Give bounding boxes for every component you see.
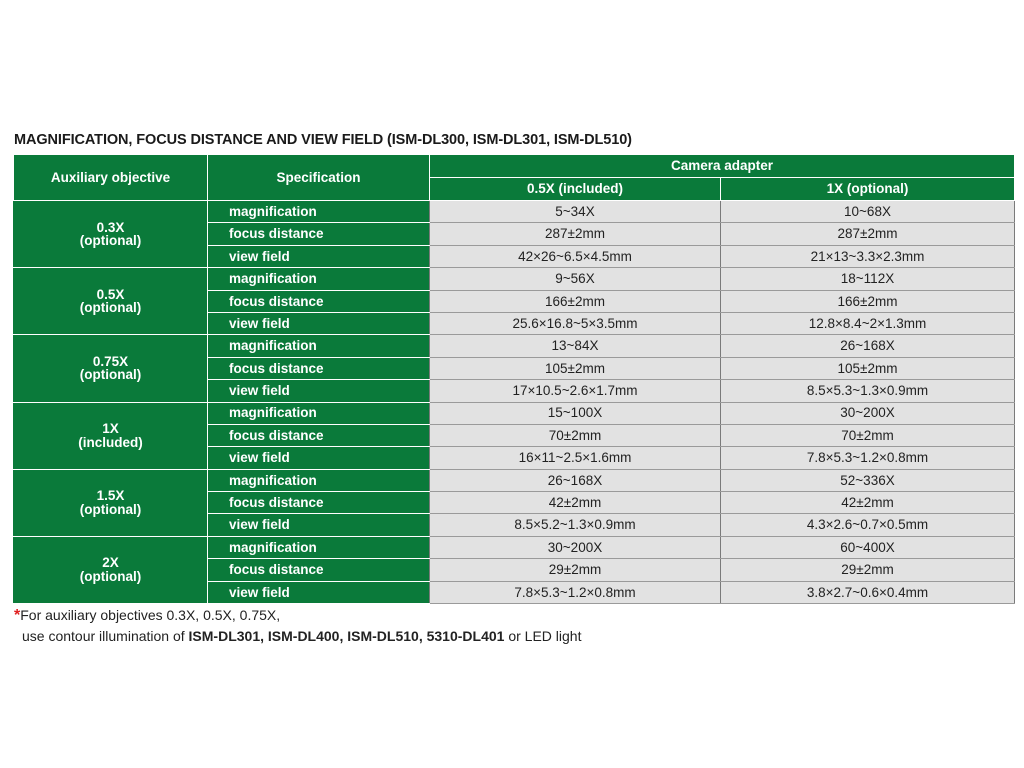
value-camera-adapter-05x: 15~100X	[430, 402, 721, 424]
footnote-line-2-suffix: or LED light	[504, 628, 582, 644]
footnote-line-1-text: For auxiliary objectives 0.3X, 0.5X, 0.75X,	[20, 607, 281, 623]
value-camera-adapter-05x: 166±2mm	[430, 290, 721, 312]
value-camera-adapter-05x: 16×11~2.5×1.6mm	[430, 447, 721, 469]
value-camera-adapter-1x: 8.5×5.3~1.3×0.9mm	[721, 380, 1015, 402]
value-camera-adapter-05x: 42×26~6.5×4.5mm	[430, 245, 721, 267]
value-camera-adapter-1x: 166±2mm	[721, 290, 1015, 312]
auxiliary-objective-cell	[14, 536, 208, 603]
objective-magnification: 1X	[102, 421, 119, 437]
footnote-line-1	[14, 605, 581, 626]
objective-availability: (optional)	[79, 501, 142, 517]
value-camera-adapter-05x: 5~34X	[430, 201, 721, 223]
value-camera-adapter-05x: 8.5×5.2~1.3×0.9mm	[430, 514, 721, 536]
value-camera-adapter-1x: 10~68X	[721, 201, 1015, 223]
header-camera-adapter-1x: 1X (optional)	[721, 178, 1015, 201]
auxiliary-objective-cell	[14, 201, 208, 268]
header-camera-adapter: Camera adapter	[430, 155, 1015, 178]
table-row	[14, 469, 1015, 491]
header-auxiliary-objective: Auxiliary objective	[14, 155, 208, 201]
specification-label: focus distance	[208, 290, 430, 312]
value-camera-adapter-1x: 12.8×8.4~2×1.3mm	[721, 312, 1015, 334]
value-camera-adapter-05x: 7.8×5.3~1.2×0.8mm	[430, 581, 721, 603]
objective-magnification: 0.75X	[92, 353, 129, 369]
table-title: MAGNIFICATION, FOCUS DISTANCE AND VIEW FIELD (ISM-DL300, ISM-DL301, ISM-DL510)	[14, 132, 632, 148]
auxiliary-objective-cell	[14, 469, 208, 536]
value-camera-adapter-1x: 29±2mm	[721, 559, 1015, 581]
value-camera-adapter-05x: 105±2mm	[430, 357, 721, 379]
value-camera-adapter-1x: 52~336X	[721, 469, 1015, 491]
specification-label: focus distance	[208, 223, 430, 245]
specification-label: magnification	[208, 469, 430, 491]
value-camera-adapter-1x: 60~400X	[721, 536, 1015, 558]
objective-availability: (optional)	[79, 367, 142, 383]
value-camera-adapter-1x: 30~200X	[721, 402, 1015, 424]
value-camera-adapter-1x: 21×13~3.3×2.3mm	[721, 245, 1015, 267]
value-camera-adapter-05x: 25.6×16.8~5×3.5mm	[430, 312, 721, 334]
value-camera-adapter-1x: 287±2mm	[721, 223, 1015, 245]
specification-label: view field	[208, 380, 430, 402]
objective-magnification: 1.5X	[96, 488, 125, 504]
value-camera-adapter-05x: 70±2mm	[430, 424, 721, 446]
table-row	[14, 335, 1015, 357]
value-camera-adapter-1x: 4.3×2.6~0.7×0.5mm	[721, 514, 1015, 536]
table-row	[14, 402, 1015, 424]
auxiliary-objective-cell	[14, 268, 208, 335]
table-row	[14, 536, 1015, 558]
objective-magnification: 0.5X	[96, 286, 125, 302]
value-camera-adapter-1x: 70±2mm	[721, 424, 1015, 446]
objective-magnification: 0.3X	[96, 219, 125, 235]
auxiliary-objective-cell	[14, 402, 208, 469]
specification-label: view field	[208, 312, 430, 334]
specification-label: focus distance	[208, 559, 430, 581]
value-camera-adapter-05x: 26~168X	[430, 469, 721, 491]
table-row	[14, 268, 1015, 290]
value-camera-adapter-05x: 287±2mm	[430, 223, 721, 245]
specification-label: focus distance	[208, 357, 430, 379]
value-camera-adapter-1x: 7.8×5.3~1.2×0.8mm	[721, 447, 1015, 469]
specification-label: view field	[208, 581, 430, 603]
specification-label: focus distance	[208, 492, 430, 514]
header-camera-adapter-05x: 0.5X (included)	[430, 178, 721, 201]
objective-availability: (optional)	[79, 233, 142, 249]
specification-label: magnification	[208, 402, 430, 424]
specification-label: magnification	[208, 268, 430, 290]
objective-magnification: 2X	[102, 555, 119, 571]
value-camera-adapter-05x: 17×10.5~2.6×1.7mm	[430, 380, 721, 402]
specification-label: magnification	[208, 536, 430, 558]
objective-availability: (included)	[78, 434, 143, 450]
value-camera-adapter-05x: 9~56X	[430, 268, 721, 290]
value-camera-adapter-1x: 26~168X	[721, 335, 1015, 357]
specification-label: view field	[208, 514, 430, 536]
value-camera-adapter-1x: 18~112X	[721, 268, 1015, 290]
footnote-line-2-models: ISM-DL301, ISM-DL400, ISM-DL510, 5310-DL401	[188, 628, 505, 644]
value-camera-adapter-1x: 105±2mm	[721, 357, 1015, 379]
value-camera-adapter-05x: 13~84X	[430, 335, 721, 357]
value-camera-adapter-05x: 29±2mm	[430, 559, 721, 581]
spec-table-body	[14, 201, 1015, 604]
header-specification: Specification	[208, 155, 430, 201]
specification-label: focus distance	[208, 424, 430, 446]
objective-availability: (optional)	[79, 300, 142, 316]
specification-label: magnification	[208, 335, 430, 357]
objective-availability: (optional)	[79, 568, 142, 584]
value-camera-adapter-1x: 3.8×2.7~0.6×0.4mm	[721, 581, 1015, 603]
footnote-line-2	[14, 626, 581, 646]
footnote-line-2-prefix: use contour illumination of	[22, 628, 189, 644]
value-camera-adapter-05x: 30~200X	[430, 536, 721, 558]
magnification-spec-table	[13, 154, 1015, 604]
footnote	[14, 605, 581, 646]
specification-label: view field	[208, 245, 430, 267]
value-camera-adapter-05x: 42±2mm	[430, 492, 721, 514]
footnote-asterisk: *	[14, 607, 21, 624]
auxiliary-objective-cell	[14, 335, 208, 402]
value-camera-adapter-1x: 42±2mm	[721, 492, 1015, 514]
specification-label: magnification	[208, 201, 430, 223]
specification-label: view field	[208, 447, 430, 469]
table-row	[14, 201, 1015, 223]
